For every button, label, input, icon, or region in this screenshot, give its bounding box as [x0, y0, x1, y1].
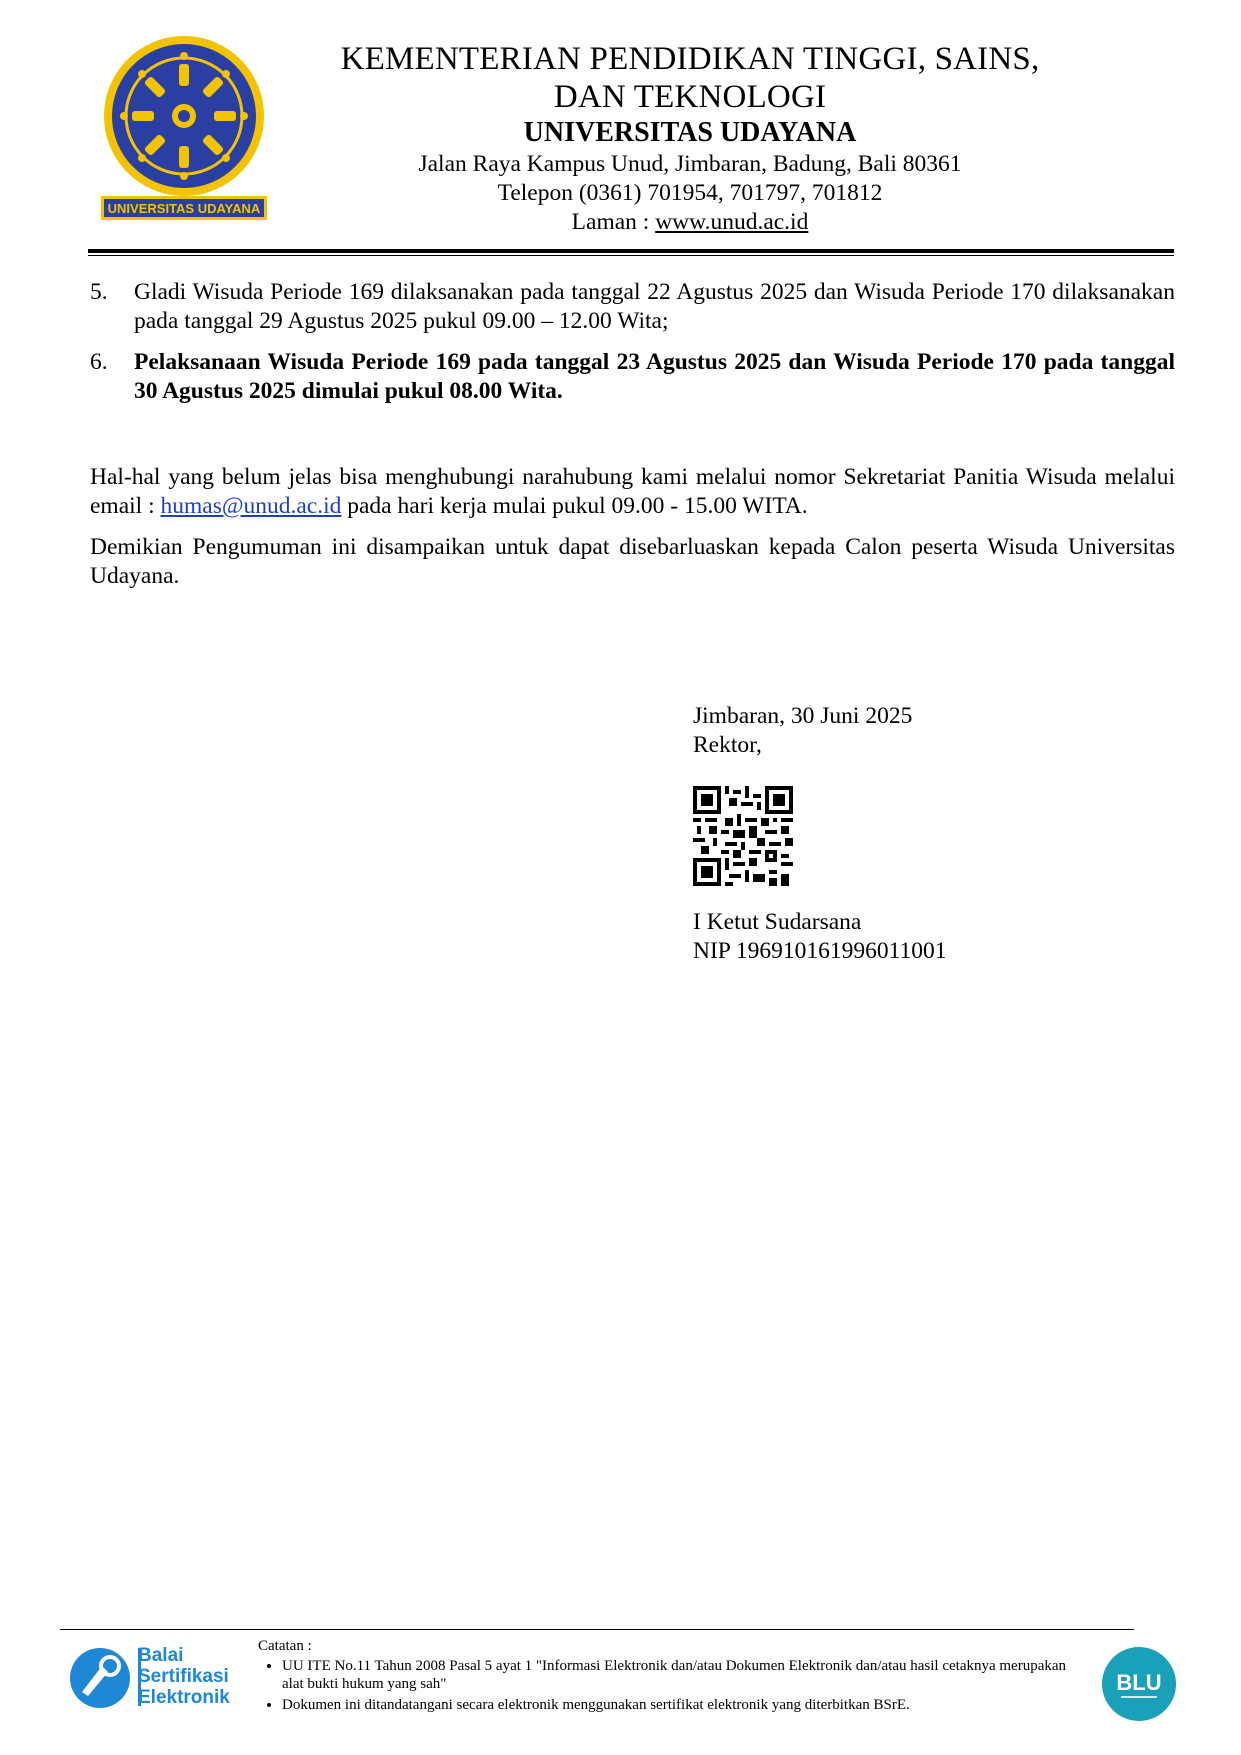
bsre-line-2: Sertifikasi	[138, 1666, 229, 1687]
letter-body	[90, 278, 1175, 603]
bsre-line-3: Elektronik	[138, 1687, 230, 1708]
logo-text: UNIVERSITAS UDAYANA	[107, 201, 261, 216]
bsre-logo-text	[138, 1645, 230, 1708]
contact-text-after: pada hari kerja mulai pukul 09.00 - 15.00 WITA.	[341, 493, 808, 519]
university-name: UNIVERSITAS UDAYANA	[523, 117, 857, 148]
signer-name: I Ketut Sudarsana	[693, 909, 862, 935]
note-list	[258, 1657, 1088, 1714]
university-logo	[99, 34, 269, 224]
place-date: Jimbaran, 30 Juni 2025	[693, 703, 913, 729]
letterhead	[320, 40, 1060, 237]
website-link[interactable]: www.unud.ac.id	[655, 209, 809, 235]
website-label: Laman :	[571, 209, 656, 235]
note-item: • UU ITE No.11 Tahun 2008 Pasal 5 ayat 1 "Informasi Elektronik dan/atau Dokumen Elektronik dan/atau hasil cetaknya merupakan alat bukti hukum yang sah"	[282, 1657, 1088, 1693]
signer-position: Rektor,	[693, 732, 762, 758]
contact-text-before: Hal-hal yang belum jelas bisa menghubungi narahubung kami melalui nomor Sekretariat Panitia Wisuda melalui email :	[90, 464, 1175, 519]
note-item: • Dokumen ini ditandatangani secara elektronik menggunakan sertifikat elektronik yang diterbitkan BSrE.	[282, 1696, 1088, 1714]
list-item	[90, 278, 1175, 336]
signer-nip: NIP 196910161996011001	[693, 938, 947, 964]
closing-paragraph: Demikian Pengumuman ini disampaikan untuk dapat disebarluaskan kepada Calon peserta Wisuda Universitas Udayana.	[90, 534, 1175, 589]
bsre-line-1: Balai	[138, 1645, 184, 1666]
footer-note	[258, 1637, 1088, 1717]
signature-block	[693, 702, 947, 966]
list-item	[90, 348, 1175, 406]
list-item-text: Gladi Wisuda Periode 169 dilaksanakan pada tanggal 22 Agustus 2025 dan Wisuda Periode 170 dilaksanakan pada tanggal 29 Agustus 2025 pukul 09.00 – 12.00 Wita;	[134, 279, 1175, 334]
note-title: Catatan :	[258, 1638, 312, 1654]
ministry-line-2: DAN TEKNOLOGI	[553, 79, 827, 115]
email-link[interactable]: humas@unud.ac.id	[160, 493, 342, 519]
blu-logo-icon	[1101, 1646, 1177, 1722]
ministry-line-1: KEMENTERIAN PENDIDIKAN TINGGI, SAINS,	[340, 41, 1040, 77]
contact-paragraph	[90, 463, 1175, 521]
footer-divider	[60, 1629, 1134, 1630]
header-divider-thin	[88, 255, 1174, 256]
header-divider	[88, 249, 1174, 253]
list-item-text: Pelaksanaan Wisuda Periode 169 pada tanggal 23 Agustus 2025 dan Wisuda Periode 170 pada tanggal 30 Agustus 2025 dimulai pukul 08.00 Wita.	[134, 349, 1175, 404]
blu-logo-text: BLU	[1116, 1670, 1162, 1695]
address: Jalan Raya Kampus Unud, Jimbaran, Badung, Bali 80361	[418, 151, 962, 177]
list-item-number: 6.	[90, 349, 108, 375]
list-item-number: 5.	[90, 279, 108, 305]
website	[320, 208, 1060, 237]
phone: Telepon (0361) 701954, 701797, 701812	[497, 180, 883, 206]
qr-code	[693, 786, 793, 886]
